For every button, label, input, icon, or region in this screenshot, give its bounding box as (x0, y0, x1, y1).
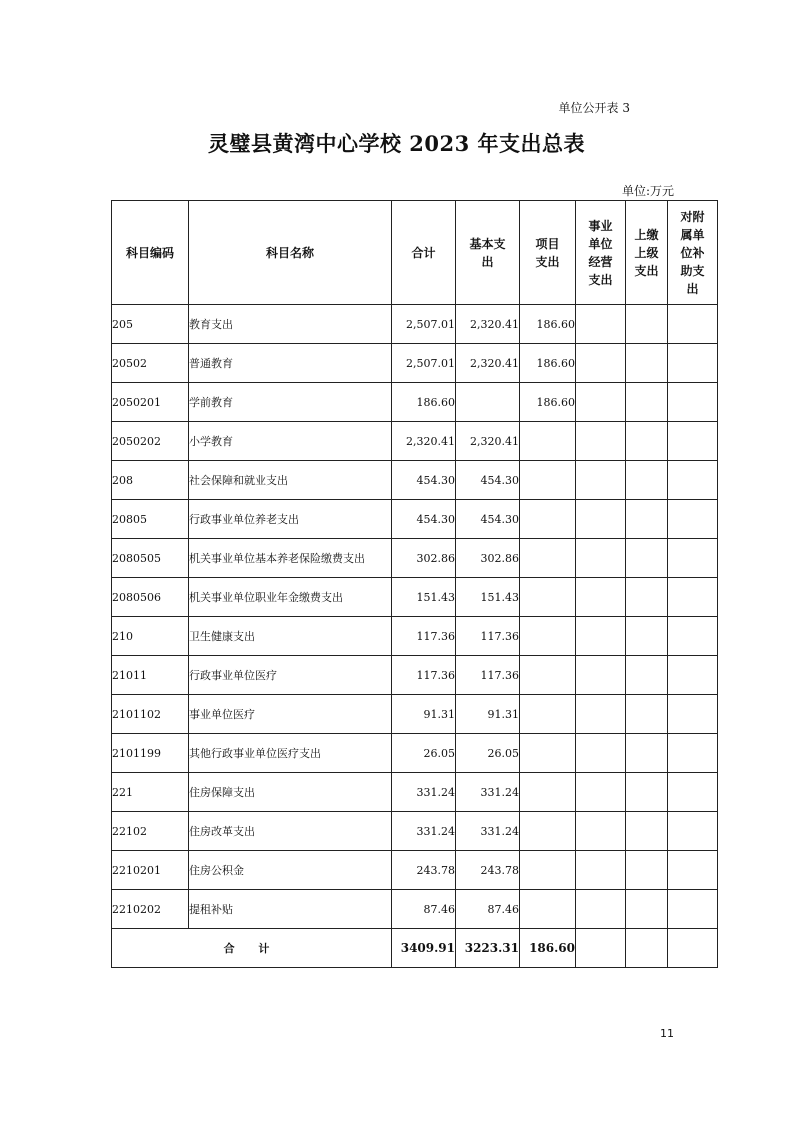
subject-name-cell: 教育支出 (189, 305, 392, 344)
subject-name-cell: 住房改革支出 (189, 812, 392, 851)
total-cell: 331.24 (392, 773, 456, 812)
basic-expense-cell: 302.86 (456, 539, 520, 578)
table-row (112, 773, 718, 812)
total-subsidy-cell (668, 929, 718, 968)
basic-expense-cell (456, 383, 520, 422)
unit-label: 单位:万元 (621, 184, 674, 198)
business-expense-cell (576, 812, 626, 851)
table-row (112, 539, 718, 578)
remit-expense-cell (626, 617, 668, 656)
remit-expense-cell (626, 578, 668, 617)
total-cell: 87.46 (392, 890, 456, 929)
project-expense-cell (520, 539, 576, 578)
subject-code-cell: 208 (112, 461, 189, 500)
subject-name-cell: 普通教育 (189, 344, 392, 383)
subject-code-cell: 2101199 (112, 734, 189, 773)
table-row (112, 344, 718, 383)
total-cell: 151.43 (392, 578, 456, 617)
project-expense-cell (520, 422, 576, 461)
subsidy-expense-cell (668, 500, 718, 539)
header-subsidy-expense: 对附属单位补助支出 (668, 201, 718, 305)
remit-expense-cell (626, 422, 668, 461)
total-cell: 302.86 (392, 539, 456, 578)
subsidy-expense-cell (668, 344, 718, 383)
header-subject-code: 科目编码 (112, 201, 189, 305)
basic-expense-cell: 2,320.41 (456, 344, 520, 383)
business-expense-cell (576, 695, 626, 734)
subject-name-cell: 社会保障和就业支出 (189, 461, 392, 500)
project-expense-cell: 186.60 (520, 344, 576, 383)
remit-expense-cell (626, 773, 668, 812)
subject-code-cell: 2210201 (112, 851, 189, 890)
total-cell: 26.05 (392, 734, 456, 773)
total-cell: 117.36 (392, 617, 456, 656)
total-cell: 454.30 (392, 500, 456, 539)
business-expense-cell (576, 656, 626, 695)
subject-code-cell: 205 (112, 305, 189, 344)
subsidy-expense-cell (668, 461, 718, 500)
total-business-cell (576, 929, 626, 968)
subject-code-cell: 2210202 (112, 890, 189, 929)
total-cell: 243.78 (392, 851, 456, 890)
total-cell: 2,507.01 (392, 305, 456, 344)
subsidy-expense-cell (668, 539, 718, 578)
project-expense-cell (520, 773, 576, 812)
basic-expense-cell: 454.30 (456, 500, 520, 539)
page-title: 灵璧县黄湾中心学校 2023 年支出总表 (207, 131, 586, 156)
header-subject-name: 科目名称 (189, 201, 392, 305)
subject-name-cell: 事业单位医疗 (189, 695, 392, 734)
remit-expense-cell (626, 851, 668, 890)
subject-name-cell: 卫生健康支出 (189, 617, 392, 656)
basic-expense-cell: 2,320.41 (456, 305, 520, 344)
basic-expense-cell: 117.36 (456, 656, 520, 695)
subject-code-cell: 2050201 (112, 383, 189, 422)
project-expense-cell (520, 734, 576, 773)
subsidy-expense-cell (668, 851, 718, 890)
project-expense-cell (520, 812, 576, 851)
table-row (112, 383, 718, 422)
subject-code-cell: 2080506 (112, 578, 189, 617)
remit-expense-cell (626, 695, 668, 734)
subsidy-expense-cell (668, 305, 718, 344)
subject-name-cell: 其他行政事业单位医疗支出 (189, 734, 392, 773)
business-expense-cell (576, 539, 626, 578)
subject-code-cell: 21011 (112, 656, 189, 695)
subject-code-cell: 2101102 (112, 695, 189, 734)
basic-expense-cell: 454.30 (456, 461, 520, 500)
subject-code-cell: 20805 (112, 500, 189, 539)
subject-name-cell: 提租补贴 (189, 890, 392, 929)
subsidy-expense-cell (668, 812, 718, 851)
project-expense-cell (520, 617, 576, 656)
business-expense-cell (576, 773, 626, 812)
table-row (112, 734, 718, 773)
header-basic-expense: 基本支出 (456, 201, 520, 305)
project-expense-cell (520, 461, 576, 500)
subject-name-cell: 行政事业单位养老支出 (189, 500, 392, 539)
table-row (112, 422, 718, 461)
basic-expense-cell: 331.24 (456, 773, 520, 812)
subject-name-cell: 小学教育 (189, 422, 392, 461)
table-row (112, 500, 718, 539)
table-row (112, 695, 718, 734)
subject-code-cell: 210 (112, 617, 189, 656)
total-cell: 331.24 (392, 812, 456, 851)
subsidy-expense-cell (668, 734, 718, 773)
project-expense-cell (520, 851, 576, 890)
total-cell: 2,507.01 (392, 344, 456, 383)
project-expense-cell (520, 890, 576, 929)
basic-expense-cell: 331.24 (456, 812, 520, 851)
business-expense-cell (576, 617, 626, 656)
subject-name-cell: 机关事业单位基本养老保险缴费支出 (189, 539, 392, 578)
remit-expense-cell (626, 383, 668, 422)
subject-code-cell: 2050202 (112, 422, 189, 461)
subsidy-expense-cell (668, 578, 718, 617)
subject-name-cell: 学前教育 (189, 383, 392, 422)
remit-expense-cell (626, 890, 668, 929)
total-cell: 186.60 (392, 383, 456, 422)
project-expense-cell (520, 656, 576, 695)
remit-expense-cell (626, 734, 668, 773)
total-total-cell: 3409.91 (392, 929, 456, 968)
table-row (112, 305, 718, 344)
remit-expense-cell (626, 305, 668, 344)
subsidy-expense-cell (668, 422, 718, 461)
subject-code-cell: 22102 (112, 812, 189, 851)
basic-expense-cell: 117.36 (456, 617, 520, 656)
table-row (112, 851, 718, 890)
total-project-cell: 186.60 (520, 929, 576, 968)
subject-name-cell: 行政事业单位医疗 (189, 656, 392, 695)
business-expense-cell (576, 851, 626, 890)
subsidy-expense-cell (668, 617, 718, 656)
table-row (112, 656, 718, 695)
project-expense-cell: 186.60 (520, 383, 576, 422)
business-expense-cell (576, 578, 626, 617)
remit-expense-cell (626, 344, 668, 383)
subsidy-expense-cell (668, 890, 718, 929)
expense-table (111, 200, 718, 968)
project-expense-cell (520, 500, 576, 539)
business-expense-cell (576, 305, 626, 344)
business-expense-cell (576, 734, 626, 773)
table-total-row (112, 929, 718, 968)
subsidy-expense-cell (668, 695, 718, 734)
table-header-row (112, 201, 718, 305)
basic-expense-cell: 26.05 (456, 734, 520, 773)
subject-name-cell: 住房保障支出 (189, 773, 392, 812)
table-row (112, 461, 718, 500)
remit-expense-cell (626, 461, 668, 500)
total-cell: 2,320.41 (392, 422, 456, 461)
basic-expense-cell: 2,320.41 (456, 422, 520, 461)
business-expense-cell (576, 344, 626, 383)
business-expense-cell (576, 500, 626, 539)
subject-code-cell: 2080505 (112, 539, 189, 578)
remit-expense-cell (626, 539, 668, 578)
public-table-label: 单位公开表 3 (558, 101, 630, 115)
basic-expense-cell: 87.46 (456, 890, 520, 929)
project-expense-cell: 186.60 (520, 305, 576, 344)
table-row (112, 812, 718, 851)
subject-name-cell: 机关事业单位职业年金缴费支出 (189, 578, 392, 617)
subsidy-expense-cell (668, 773, 718, 812)
total-basic-cell: 3223.31 (456, 929, 520, 968)
total-label: 合 计 (112, 929, 392, 968)
remit-expense-cell (626, 656, 668, 695)
table-row (112, 578, 718, 617)
project-expense-cell (520, 578, 576, 617)
business-expense-cell (576, 422, 626, 461)
subject-name-cell: 住房公积金 (189, 851, 392, 890)
header-total: 合计 (392, 201, 456, 305)
subject-code-cell: 20502 (112, 344, 189, 383)
business-expense-cell (576, 890, 626, 929)
basic-expense-cell: 151.43 (456, 578, 520, 617)
subsidy-expense-cell (668, 656, 718, 695)
total-cell: 117.36 (392, 656, 456, 695)
remit-expense-cell (626, 812, 668, 851)
total-cell: 454.30 (392, 461, 456, 500)
basic-expense-cell: 243.78 (456, 851, 520, 890)
header-remit-expense: 上缴上级支出 (626, 201, 668, 305)
total-cell: 91.31 (392, 695, 456, 734)
table-row (112, 617, 718, 656)
project-expense-cell (520, 695, 576, 734)
business-expense-cell (576, 383, 626, 422)
table-row (112, 890, 718, 929)
subject-code-cell: 221 (112, 773, 189, 812)
header-project-expense: 项目支出 (520, 201, 576, 305)
basic-expense-cell: 91.31 (456, 695, 520, 734)
table-body (112, 305, 718, 968)
header-business-expense: 事业单位经营支出 (576, 201, 626, 305)
total-remit-cell (626, 929, 668, 968)
subsidy-expense-cell (668, 383, 718, 422)
business-expense-cell (576, 461, 626, 500)
page-number: 11 (660, 1027, 674, 1040)
remit-expense-cell (626, 500, 668, 539)
